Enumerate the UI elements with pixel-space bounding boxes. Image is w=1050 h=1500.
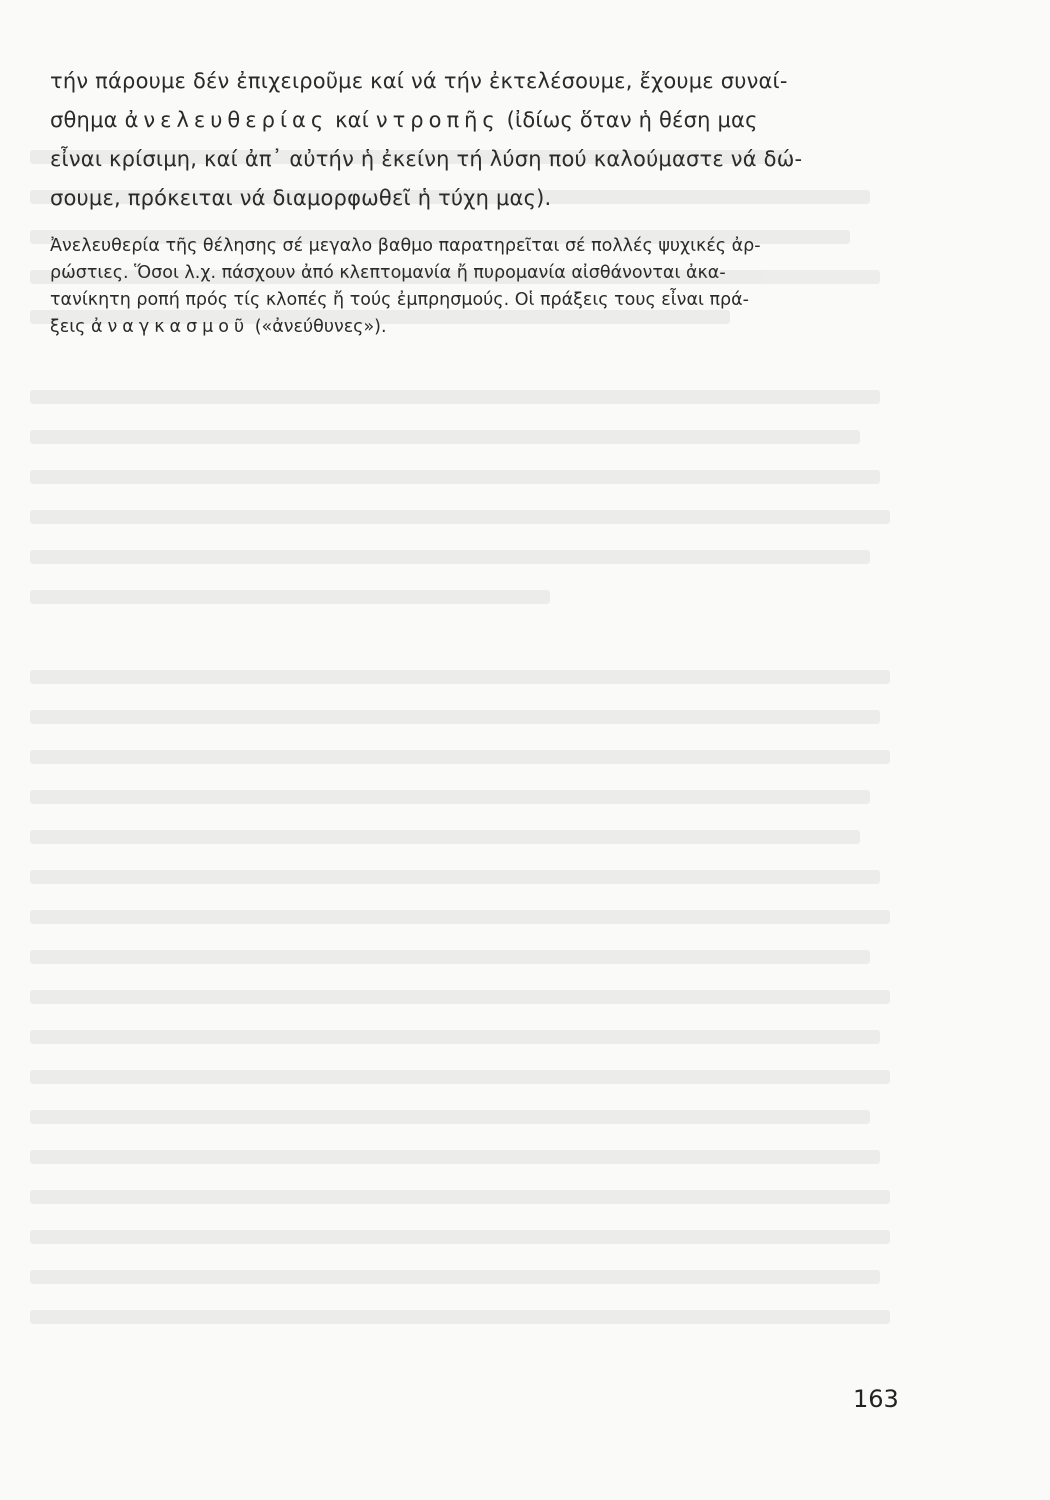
note-line-4-start: ξεις [50,317,86,337]
main-line-2-start: σθημα [50,108,118,132]
page-number: 163 [853,1385,899,1413]
footnote-paragraph [50,233,904,341]
note-line-4 [50,314,904,341]
emphasis-anagkasmou: ἀναγκασμοῦ [91,317,250,337]
note-line-4-end: («ἀνεύθυνες»). [249,317,387,337]
main-line-4: σουμε, πρόκειται νά διαμορφωθεῖ ἡ τύχη μας). [50,186,552,210]
emphasis-ntropis: ντροπῆς [375,108,500,132]
note-line-3: τανίκητη ροπή πρός τίς κλοπές ἤ τούς ἐμπρησμούς. Οἱ πράξεις τους εἶναι πρά- [50,290,749,310]
emphasis-anelefthería: ἀνελευθερίας [124,108,329,132]
main-line-2 [50,101,904,140]
main-paragraph [50,62,904,218]
note-line-2: ρώστιες. Ὅσοι λ.χ. πάσχουν ἀπό κλεπτομανία ἤ πυρομανία αἰσθάνονται ἀκα- [50,263,726,283]
main-line-2-end: (ἰδίως ὅταν ἡ θέση μας [499,108,758,132]
note-line-1: Ἀνελευθερία τῆς θέλησης σέ μεγαλο βαθμο παρατηρεῖται σέ πολλές ψυχικές ἀρ- [50,236,761,256]
main-line-3: εἶναι κρίσιμη, καί ἀπ᾽ αὐτήν ἡ ἐκείνη τή λύση πού καλούμαστε νά δώ- [50,147,803,171]
main-line-1: τήν πάρουμε δέν ἐπιχειροῦμε καί νά τήν ἐκτελέσουμε, ἔχουμε συναί- [50,69,788,93]
main-line-2-mid: καί [328,108,376,132]
